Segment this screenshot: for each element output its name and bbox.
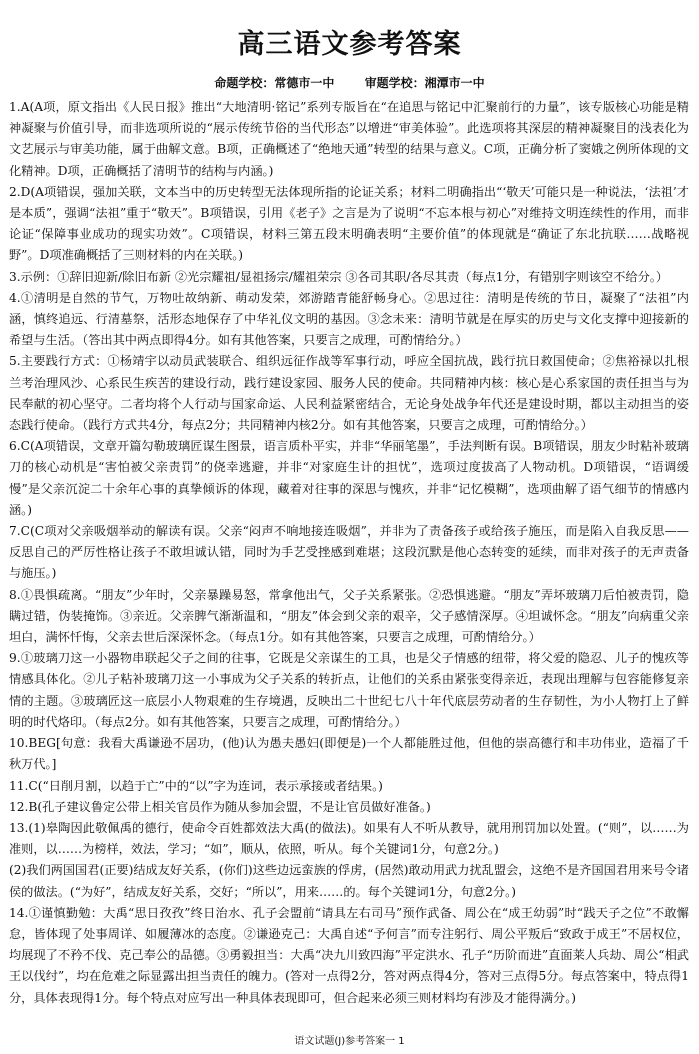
answer-number: 7.	[9, 524, 21, 539]
answer-number: 8.	[9, 587, 21, 602]
answer-item	[9, 585, 689, 649]
answer-item	[9, 521, 689, 585]
answer-number: 13.	[9, 820, 29, 835]
answer-text: 主要践行方式：①杨靖宇以动员武装联合、组织远征作战等军事行动，呼应全国抗战，践行抗日救国使命；②焦裕禄以扎根兰考治理风沙、心系民生疾苦的建设行动，践行建设家园、服务人民的使命。共同精神内核：核心是心系家国的责任担当与为民奉献的初心坚守。二者均将个人行动与国家命运、人民利益紧密结合，无论身处战争年代还是建设时期，都以主动担当的姿态践行使命。（践行方式共4分，每点2分；共同精神内核2分。如有其他答案，只要言之成理，可酌情给分。）	[9, 354, 689, 433]
answer-item	[9, 648, 689, 733]
answer-text: D(A项错误，强加关联，文本当中的历史转型无法体现所指的论证关系；材料二明确指出“‘敬天’可能只是一种说法，‘法祖’才是本质”，强调“法祖”重于“敬天”。B项错误，引用《老子》之言是为了说明“不忘本根与初心”对维持文明连续性的作用，而非论证“保障事业成功的现实功效”。C项错误，材料三第五段末明确表明“主要价值”的体现就是“确证了东北抗联……战略视野”。D项准确概括了三则材料的内在关联。)	[9, 184, 689, 263]
answer-list	[9, 97, 689, 1009]
answer-text: (1)皋陶因此敬佩禹的德行，使命令百姓都效法大禹(的做法)。如果有人不听从教导，就用刑罚加以处置。(“则”，以……为准则，以……为榜样，效法，学习；“如”，顺从，依照，听从。每个关键词1分，句意2分。) (2)我们两国国君(正要)结成友好关系，(你们)这些边远蛮族的俘虏，(居然)敢动用武力扰乱盟会，这绝不是齐国国君用来号令诸侯的做法。(“为好”，结成友好关系，交好；“所以”，用来……的。每个关键词1分，句意2分。)	[9, 820, 689, 899]
answer-item	[9, 97, 689, 182]
answer-text: ①谨慎勤勉：大禹“思日孜孜”终日治水、孔子会盟前“请具左右司马”预作武备、周公在“成王幼弱”时“践天子之位”不敢懈怠，皆体现了处事周详、如履薄冰的态度。②谦逊克己：大禹自述“予何言”而专注躬行、周公平叛后“致政于成王”不居权位，均展现了不矜不伐、克己奉公的品德。③勇毅担当：大禹“决九川致四海”平定洪水、孔子“历阶而进”直面莱人兵劫、周公“相武王以伐纣”，均在危难之际显露出担当责任的魄力。(答对一点得2分，答对两点得4分，答对三点得5分。每点答案中，特点得1分，具体表现得1分。每个特点对应写出一种具体表现即可，但合起来必须三则材料均有涉及才能得满分。)	[9, 905, 689, 1005]
answer-text: C(A项错误，文章开篇勾勒玻璃匠谋生图景，语言质朴平实，并非“华丽笔墨”，手法判断有误。B项错误，朋友少时粘补玻璃刀的核心动机是“害怕被父亲责罚”的侥幸逃避，并非“对家庭生计的担忧”，选项过度拔高了人物动机。D项错误，“语调缓慢”是父亲沉淀二十余年心事的真挚倾诉的体现，藏着对往事的深思与愧疚，并非“记忆模糊”，选项曲解了语气细节的情感内涵。)	[9, 439, 689, 517]
answer-number: 5.	[9, 354, 21, 369]
answer-text: C(“日削月割，以趋于亡”中的“以”字为连词，表示承接或者结果。)	[28, 778, 383, 793]
answer-number: 11.	[9, 778, 29, 793]
answer-number: 10.	[9, 736, 29, 751]
page-subtitle: 命题学校：常德市一中 审题学校：湘潭市一中	[214, 76, 485, 90]
answer-item	[9, 267, 689, 288]
answer-number: 4.	[9, 290, 21, 305]
answer-item	[9, 351, 689, 436]
answer-text: C(C项对父亲吸烟举动的解读有误。父亲“闷声不响地接连吸烟”，并非为了责备孩子或给孩子施压，而是陷入自我反思——反思自己的严厉性格让孩子不敢坦诚认错，同时为手艺受挫感到难堪；这段沉默是他心态转变的延续，而非对孩子的无声责备与施压。)	[9, 524, 689, 581]
answer-item	[9, 797, 689, 818]
answer-text: ①畏惧疏离。“朋友”少年时，父亲暴躁易怒，常拿他出气，父子关系紧张。②恐惧逃避。“朋友”弄坏玻璃刀后怕被责罚，隐瞒过错，伪装掩饰。③亲近。父亲脾气渐渐温和，“朋友”体会到父亲的艰辛，父子感情深厚。④坦诚怀念。“朋友”向病重父亲坦白，满怀忏悔，父亲去世后深深怀念。（每点1分。如有其他答案，只要言之成理，可酌情给分。）	[9, 587, 689, 645]
page-title: 高三语文参考答案	[237, 29, 462, 60]
answer-number: 12.	[9, 799, 29, 814]
answer-text: BEG[句意：我看大禹谦逊不居功，(他)认为愚夫愚妇(即便是)一个人都能胜过他，但他的崇高德行和丰功伟业，造福了千秋万代。]	[9, 736, 689, 772]
answer-number: 1.	[9, 100, 21, 114]
answer-number: 6.	[9, 439, 21, 454]
answer-number: 9.	[9, 651, 21, 666]
answer-item	[9, 776, 689, 797]
answer-item	[9, 436, 689, 521]
answer-text: B(孔子建议鲁定公带上相关官员作为随从参加会盟，不是让官员做好准备。)	[28, 799, 431, 814]
answer-text: ①玻璃刀这一小器物串联起父子之间的往事，它既是父亲谋生的工具，也是父子情感的纽带，将父爱的隐忍、儿子的愧疚等情感具体化。②儿子粘补玻璃刀这一小事成为父子关系的转折点，让他们的关系由紧张变得亲近，表现出理解与包容能修复亲情的主题。③玻璃匠这一底层小人物艰难的生存境遇，反映出二十世纪七八十年代底层劳动者的生存韧性，为小人物打上了鲜明的时代烙印。（每点2分。如有其他答案，只要言之成理，可酌情给分。）	[9, 651, 689, 729]
answer-item	[9, 903, 689, 1009]
answer-text: A(A项，原文指出《人民日报》推出“大地清明·铭记”系列专版旨在“在追思与铭记中汇聚前行的力量”，该专版核心功能是精神凝聚与价值引导，而非选项所说的“展示传统节俗的当代形态”以增进“审美体验”。此选项将其深层的精神凝聚目的浅表化为文艺展示与审美功能，属于曲解文意。B项，正确概述了“绝地天通”转型的结果与意义。C项，正确分析了窦娥之例所体现的文化精神。D项，正确概括了清明节的结构与内涵。)	[9, 100, 689, 178]
answer-item	[9, 733, 689, 775]
answer-number: 2.	[9, 184, 21, 199]
answer-item	[9, 288, 689, 352]
answer-item	[9, 182, 689, 267]
page-footer: 语文试题(J)参考答案一 1	[294, 1036, 405, 1047]
answer-number: 14.	[9, 905, 29, 920]
answer-item	[9, 818, 689, 903]
answer-text: 示例：①辞旧迎新/除旧布新 ②光宗耀祖/显祖扬宗/耀祖荣宗 ③各司其职/各尽其责（每点1分，有错别字则该空不给分。）	[20, 269, 669, 284]
answer-text: ①清明是自然的节气，万物吐故纳新、萌动发荣，郊游踏青能舒畅身心。②思过往：清明是传统的节日，凝聚了“法祖”内涵，慎终追远、行清墓祭，活形态地保存了中华礼仪文明的基因。③念未来：清明节就是在厚实的历史与文化支撑中迎接新的希望与生活。（答出其中两点即得4分。如有其他答案，只要言之成理，可酌情给分。）	[9, 290, 689, 348]
answer-number: 3.	[9, 269, 21, 284]
